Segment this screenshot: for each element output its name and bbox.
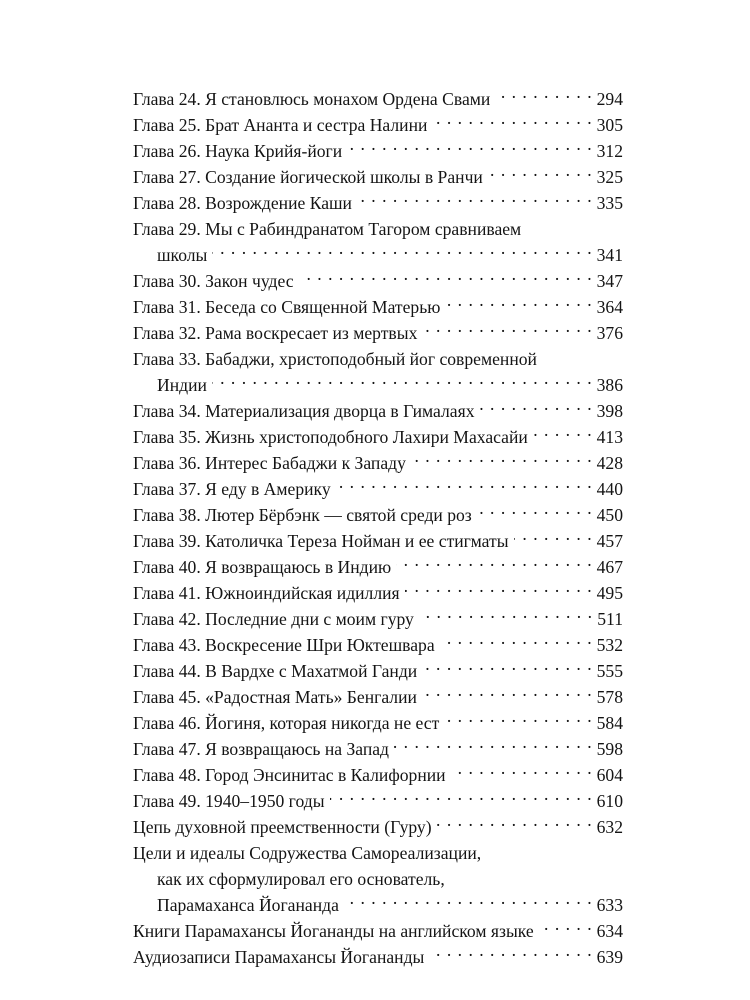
dot-leader xyxy=(495,87,592,105)
page-number: 386 xyxy=(596,375,623,395)
page-number: 598 xyxy=(596,739,623,759)
toc-entry-line xyxy=(133,398,623,424)
toc-entry-line xyxy=(133,86,623,112)
toc-entry-title-line: Глава 49. 1940–1950 годы xyxy=(133,791,325,811)
dot-leader xyxy=(514,529,593,547)
toc-entry-line xyxy=(133,684,623,710)
toc-entry-line xyxy=(133,164,623,190)
toc-entry-title-line: Глава 24. Я становлюсь монахом Ордена Свами xyxy=(133,89,491,109)
toc-entry xyxy=(133,840,623,918)
toc-entry xyxy=(133,554,623,580)
toc-entry-title-line: Глава 47. Я возвращаюсь на Запад xyxy=(133,739,390,759)
dot-leader xyxy=(405,581,593,599)
dot-leader xyxy=(422,685,593,703)
toc-entry-line xyxy=(133,788,623,814)
page-number: 578 xyxy=(596,687,623,707)
toc-entry xyxy=(133,450,623,476)
page-number: 633 xyxy=(596,895,623,915)
page-number: 634 xyxy=(596,921,623,941)
toc-entry-title-line: Глава 29. Мы с Рабиндранатом Тагором сравниваем xyxy=(133,219,522,239)
toc-entry-title-line: Цепь духовной преемственности (Гуру) xyxy=(133,817,432,837)
toc-entry-line xyxy=(133,450,623,476)
toc-entry xyxy=(133,320,623,346)
dot-leader xyxy=(344,893,593,911)
toc-entry-line xyxy=(133,242,623,268)
toc-entry-title-line: Глава 45. «Радостная Мать» Бенгалии xyxy=(133,687,417,707)
page-number: 604 xyxy=(596,765,623,785)
toc-entry xyxy=(133,710,623,736)
toc-entry-line xyxy=(133,294,623,320)
toc-entry xyxy=(133,944,623,970)
toc-entry-line xyxy=(133,502,623,528)
toc-entry-title-line: Глава 27. Создание йогической школы в Ранчи xyxy=(133,167,483,187)
toc-entry-line xyxy=(133,944,623,970)
dot-leader xyxy=(336,477,593,495)
toc-entry-title-line: Аудиозаписи Парамахансы Йогананды xyxy=(133,947,425,967)
toc-entry xyxy=(133,580,623,606)
toc-entry-title-line: Глава 36. Интерес Бабаджи к Западу xyxy=(133,453,406,473)
toc-entry xyxy=(133,736,623,762)
dot-leader xyxy=(330,789,593,807)
toc-entry-title-line: Глава 38. Лютер Бёрбэнк — святой среди роз xyxy=(133,505,472,525)
page-number: 312 xyxy=(596,141,623,161)
toc-entry-line xyxy=(133,112,623,138)
toc-entry-line xyxy=(133,918,623,944)
toc-entry xyxy=(133,502,623,528)
page-number: 495 xyxy=(596,583,623,603)
toc-entry-title-line: Глава 26. Наука Крийя-йоги xyxy=(133,141,343,161)
toc-entry xyxy=(133,86,623,112)
toc-entry xyxy=(133,138,623,164)
toc-entry-title-line: Цели и идеалы Содружества Самореализации, xyxy=(133,843,482,863)
toc-entry xyxy=(133,164,623,190)
toc-entry xyxy=(133,788,623,814)
toc-entry-title-line: Глава 32. Рама воскресает из мертвых xyxy=(133,323,418,343)
toc-entry xyxy=(133,190,623,216)
toc-entry-title-line: Глава 42. Последние дни с моим гуру xyxy=(133,609,414,629)
page-number: 364 xyxy=(596,297,623,317)
toc-entry-line xyxy=(133,892,623,918)
page-number: 347 xyxy=(596,271,623,291)
dot-leader xyxy=(445,295,592,313)
page-number: 335 xyxy=(596,193,623,213)
page-number: 632 xyxy=(596,817,623,837)
toc-entry-title-line: Книги Парамахансы Йогананды на английском языке xyxy=(133,921,534,941)
page-number: 555 xyxy=(596,661,623,681)
page-number: 584 xyxy=(596,713,623,733)
toc-entry-title-line: Глава 48. Город Энсинитас в Калифорнии xyxy=(133,765,446,785)
toc-entry xyxy=(133,814,623,840)
dot-leader xyxy=(212,243,592,261)
toc-entry-line xyxy=(133,138,623,164)
toc-entry xyxy=(133,268,623,294)
dot-leader xyxy=(212,373,593,391)
page-number: 532 xyxy=(596,635,623,655)
toc-entry-line xyxy=(133,554,623,580)
toc-entry-line xyxy=(133,658,623,684)
page-number: 413 xyxy=(596,427,623,447)
toc-entry-title-line: как их сформулировал его основатель, xyxy=(157,869,445,889)
toc-entry-line xyxy=(133,736,623,762)
toc-entry xyxy=(133,294,623,320)
dot-leader xyxy=(299,269,593,287)
dot-leader xyxy=(422,321,592,339)
toc-entry-title-line: Глава 31. Беседа со Священной Матерью xyxy=(133,297,441,317)
page-number: 610 xyxy=(596,791,623,811)
page-number: 639 xyxy=(596,947,623,967)
toc-entry-title-line: школы xyxy=(157,245,208,265)
toc-entry-title-line: Глава 28. Возрождение Каши xyxy=(133,193,352,213)
toc-entry xyxy=(133,632,623,658)
dot-leader xyxy=(440,633,593,651)
dot-leader xyxy=(432,113,592,131)
dot-leader xyxy=(429,945,592,963)
toc-entry-line xyxy=(133,476,623,502)
page-number: 457 xyxy=(596,531,623,551)
dot-leader xyxy=(477,503,593,521)
page-number: 440 xyxy=(596,479,623,499)
toc-entry xyxy=(133,398,623,424)
toc-entry-title-line: Глава 39. Католичка Тереза Нойман и ее стигматы xyxy=(133,531,509,551)
dot-leader xyxy=(419,607,593,625)
toc-entry xyxy=(133,762,623,788)
toc-entry-line xyxy=(133,320,623,346)
dot-leader xyxy=(437,815,593,833)
toc-entry xyxy=(133,424,623,450)
toc-entry-line xyxy=(133,424,623,450)
page-number: 450 xyxy=(596,505,623,525)
page-number: 294 xyxy=(596,89,623,109)
toc-entry-line xyxy=(133,710,623,736)
toc-entry-title-line: Глава 40. Я возвращаюсь в Индию xyxy=(133,557,392,577)
dot-leader xyxy=(394,737,593,755)
page-number: 376 xyxy=(596,323,623,343)
toc-entry-line xyxy=(133,528,623,554)
toc-entry-title-line: Глава 41. Южноиндийская идиллия xyxy=(133,583,400,603)
toc-entry-title-line: Глава 34. Материализация дворца в Гималаях xyxy=(133,401,475,421)
toc-entry-title-line: Глава 37. Я еду в Америку xyxy=(133,479,331,499)
dot-leader xyxy=(347,139,592,157)
toc-entry xyxy=(133,346,623,398)
dot-leader xyxy=(357,191,593,209)
page-number: 305 xyxy=(596,115,623,135)
toc-entry-line xyxy=(133,814,623,840)
toc-entry-title-line: Глава 33. Бабаджи, христоподобный йог современной xyxy=(133,349,537,369)
toc-entry-line xyxy=(133,632,623,658)
dot-leader xyxy=(488,165,593,183)
toc-entry-title-line: Глава 44. В Вардхе с Махатмой Ганди xyxy=(133,661,418,681)
toc-entry-title-line: Глава 46. Йогиня, которая никогда не ест xyxy=(133,713,440,733)
toc-entry-title-line: Глава 30. Закон чудес xyxy=(133,271,294,291)
page-number: 341 xyxy=(596,245,623,265)
page-number: 398 xyxy=(596,401,623,421)
page-number: 511 xyxy=(597,609,623,629)
page-number: 467 xyxy=(596,557,623,577)
toc-entry-line xyxy=(133,372,623,398)
dot-leader xyxy=(396,555,592,573)
toc-entry-title-line: Индии xyxy=(157,375,207,395)
toc-entry xyxy=(133,476,623,502)
toc-entry-title-line: Глава 35. Жизнь христоподобного Лахири Махасайи xyxy=(133,427,528,447)
dot-leader xyxy=(444,711,592,729)
page-number: 325 xyxy=(596,167,623,187)
toc-entry xyxy=(133,528,623,554)
toc-entry-line xyxy=(133,580,623,606)
dot-leader xyxy=(480,399,593,417)
toc-entry-title-line: Парамаханса Йогананда xyxy=(157,895,339,915)
table-of-contents xyxy=(133,86,623,970)
dot-leader xyxy=(422,659,592,677)
page-number: 428 xyxy=(596,453,623,473)
toc-entry-title-line: Глава 43. Воскресение Шри Юктешвара xyxy=(133,635,435,655)
toc-entry xyxy=(133,112,623,138)
toc-entry-line xyxy=(133,606,623,632)
dot-leader xyxy=(533,425,593,443)
toc-entry xyxy=(133,918,623,944)
dot-leader xyxy=(539,919,593,937)
toc-entry-line xyxy=(133,762,623,788)
toc-entry xyxy=(133,658,623,684)
toc-entry-line xyxy=(133,190,623,216)
toc-entry-title-line: Глава 25. Брат Ананта и сестра Налини xyxy=(133,115,428,135)
toc-entry xyxy=(133,216,623,268)
toc-entry xyxy=(133,684,623,710)
dot-leader xyxy=(451,763,593,781)
dot-leader xyxy=(411,451,593,469)
toc-entry xyxy=(133,606,623,632)
toc-entry-line xyxy=(133,268,623,294)
